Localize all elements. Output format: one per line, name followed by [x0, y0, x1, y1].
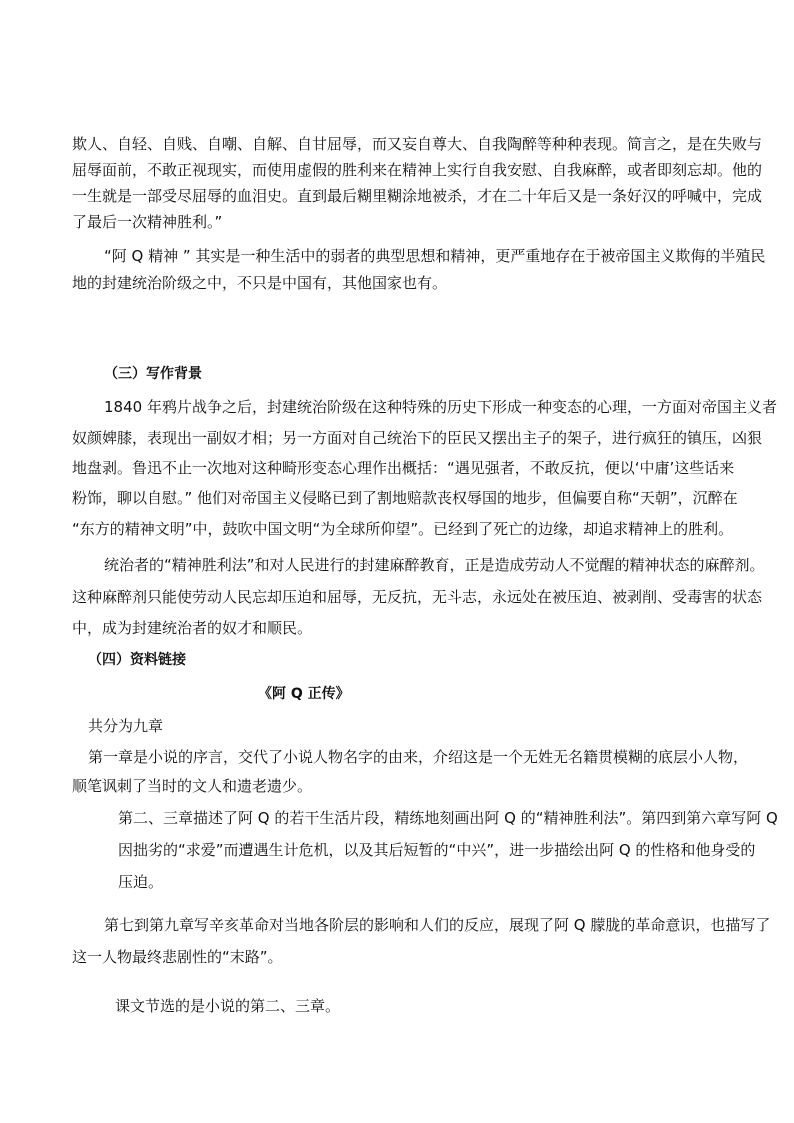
chapters-intro: 共分为九章: [88, 717, 164, 735]
chapter-2-6-line-2: 因拙劣的“求爱”而遭遇生计危机，以及其后短暂的“中兴”，进一步描绘出阿 Q 的性格和他身受的: [118, 841, 756, 859]
intro-quote-line-1: 欺人、自轻、自贱、自嘲、自解、自甘屈辱，而又妄自尊大、自我陶醉等种种表现。简言之，是在失败与: [72, 135, 763, 153]
selection-note: 课文节选的是小说的第二、三章。: [115, 997, 341, 1015]
background-para-1-line-2: 奴颜婢膝，表现出一副奴才相；另一方面对自己统治下的臣民又摆出主子的架子，进行疯狂的镇压，凶狠: [72, 429, 763, 447]
ahq-spirit-line-2: 地的封建统治阶级之中，不只是中国有，其他国家也有。: [72, 274, 448, 292]
background-para-2-line-1: 统治者的“精神胜利法”和对人民进行的封建麻醉教育，正是造成劳动人不觉醒的精神状态的麻醉剂。: [104, 556, 765, 574]
background-para-2-line-2: 这种麻醉剂只能使劳动人民忘却压迫和屈辱，无反抗，无斗志，永远处在被压迫、被剥削、受毒害的状态: [72, 588, 763, 606]
background-para-1-line-3: 地盘剥。鲁迅不止一次地对这种畸形变态心理作出概括：“遇见强者，不敢反抗，便以‘中庸’这些话来: [72, 459, 735, 477]
background-para-1-line-1: 1840 年鸦片战争之后，封建统治阶级在这种特殊的历史下形成一种变态的心理，一方面对帝国主义者: [104, 398, 777, 416]
intro-quote-line-2: 屈辱面前，不敢正视现实，而使用虚假的胜利来在精神上实行自我安慰、自我麻醉，或者即刻忘却。他的: [72, 161, 763, 179]
background-para-2-line-3: 中，成为封建统治者的奴才和顺民。: [72, 619, 313, 637]
book-title: 《阿 Q 正传》: [258, 686, 350, 702]
background-para-1-line-4: 粉饰，聊以自慰。” 他们对帝国主义侵略已到了割地赔款丧权辱国的地步，但偏要自称“天朝”，沉醉在: [72, 489, 738, 507]
intro-quote-line-3: 一生就是一部受尽屈辱的血泪史。直到最后糊里糊涂地被杀，才在二十年后又是一条好汉的呼喊中，完成: [72, 187, 763, 205]
chapter-2-6-line-3: 压迫。: [118, 873, 164, 891]
chapter-7-9-line-1: 第七到第九章写辛亥革命对当地各阶层的影响和人们的反应，展现了阿 Q 朦胧的革命意识，也描写了: [104, 916, 771, 934]
intro-quote-line-4: 了最后一次精神胜利。”: [72, 213, 223, 231]
background-para-1-line-5: “东方的精神文明”中，鼓吹中国文明“为全球所仰望”。已经到了死亡的边缘，却追求精神上的胜利。: [72, 520, 734, 538]
section-4-heading: （四）资料链接: [88, 652, 186, 668]
section-3-heading: （三）写作背景: [104, 366, 202, 382]
chapter-1-line-1: 第一章是小说的序言，交代了小说人物名字的由来，介绍这是一个无姓无名籍贯模糊的底层小人物，: [88, 748, 749, 766]
chapter-1-line-2: 顺笔讽刺了当时的文人和遗老遗少。: [72, 777, 313, 795]
ahq-spirit-line-1: “阿 Q 精神 ” 其实是一种生活中的弱者的典型思想和精神，更严重地存在于被帝国主义欺侮的半殖民: [104, 247, 766, 265]
chapter-7-9-line-2: 这一人物最终悲剧性的“末路”。: [72, 948, 283, 966]
chapter-2-6-line-1: 第二、三章描述了阿 Q 的若干生活片段，精练地刻画出阿 Q 的“精神胜利法”。第四到第六章写阿 Q: [118, 809, 778, 827]
